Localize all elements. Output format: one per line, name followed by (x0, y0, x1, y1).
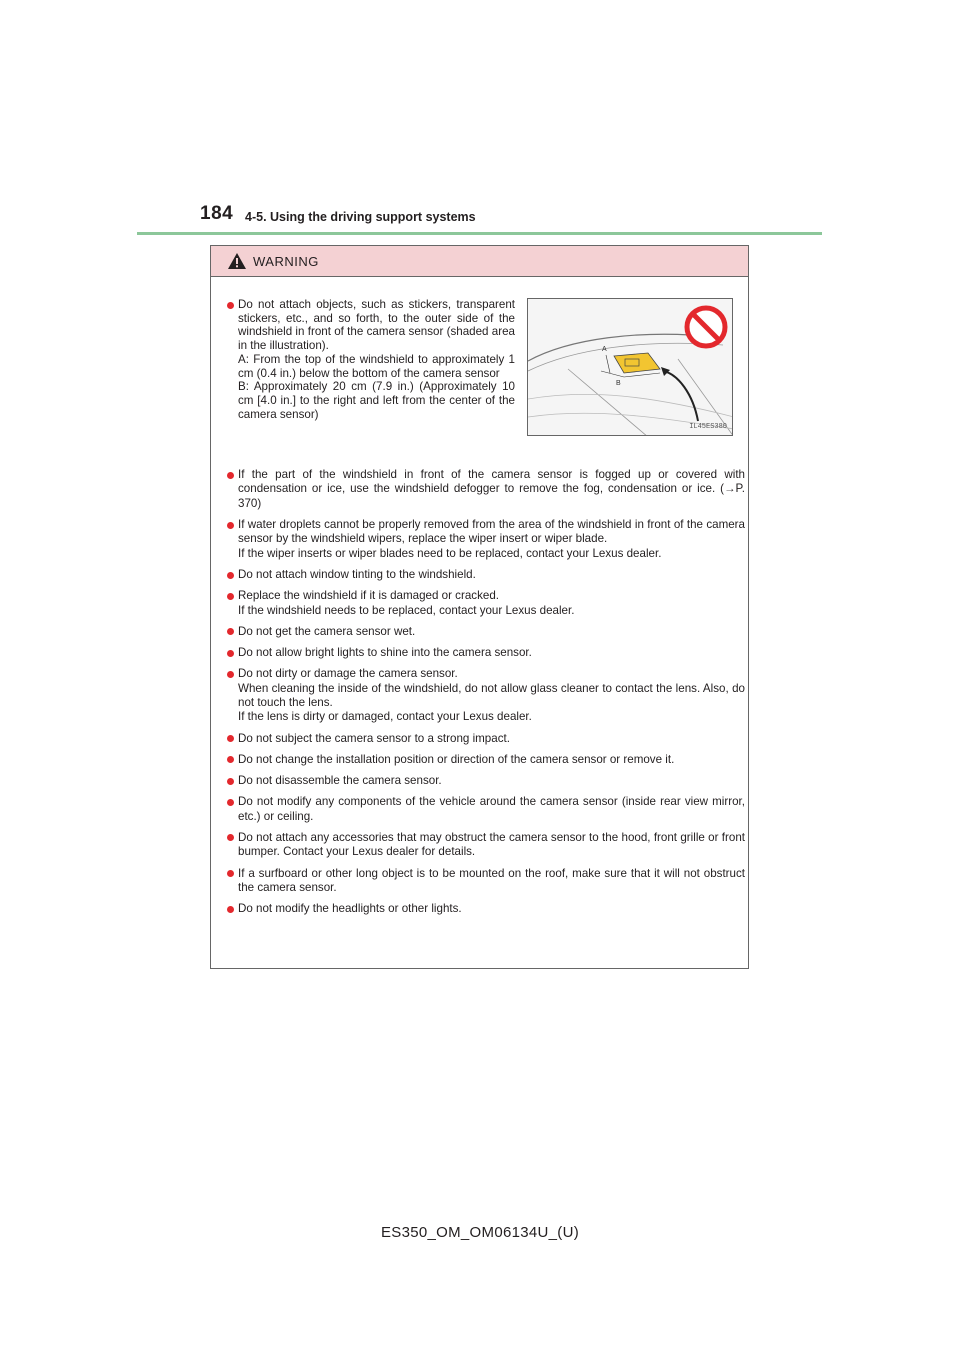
list-item (227, 667, 745, 725)
list-item (227, 568, 745, 582)
warning-first-item (227, 298, 515, 421)
item-line: If water droplets cannot be properly removed from the area of the windshield in front of the camera sensor by the windshield wipers, replace the wiper insert or wiper blade. (238, 518, 745, 546)
list-item (227, 831, 745, 860)
bullet-icon (227, 593, 234, 600)
warning-title: WARNING (253, 253, 319, 269)
bullet-icon (227, 522, 234, 529)
bullet-icon (227, 735, 234, 742)
bullet-icon (227, 799, 234, 806)
item-line: Replace the windshield if it is damaged or cracked. (238, 589, 499, 603)
bullet-icon (227, 302, 234, 309)
item-line: If a surfboard or other long object is to be mounted on the roof, make sure that it will not obstruct the camera sensor. (238, 866, 745, 894)
bullet-icon (227, 650, 234, 657)
item-line: If the windshield needs to be replaced, contact your Lexus dealer. (238, 603, 575, 617)
item-line: Do not attach any accessories that may obstruct the camera sensor to the hood, front grille or front bumper. Contact your Lexus dealer for details. (238, 830, 745, 859)
item-line: Do not attach window tinting to the windshield. (238, 568, 476, 582)
illustration-code: IL45ES380 (689, 423, 727, 431)
list-item (227, 589, 745, 618)
list-item (227, 753, 745, 767)
bullet-icon (227, 671, 234, 678)
page-number: 184 (200, 203, 234, 224)
list-item (227, 468, 745, 511)
item-line: Do not subject the camera sensor to a strong impact. (238, 731, 510, 745)
item-line: A: From the top of the windshield to approximately 1 cm (0.4 in.) below the bottom of the camera sensor (238, 352, 515, 380)
bullet-icon (227, 756, 234, 763)
list-item (227, 518, 745, 561)
item-line: If the part of the windshield in front of the camera sensor is fogged up or covered with condensation or ice, use the windshield defogger to remove the fog, condensation or ice. (→P. 370) (238, 468, 745, 510)
warning-header (211, 246, 748, 277)
list-item (227, 625, 745, 639)
item-line: Do not allow bright lights to shine into the camera sensor. (238, 646, 532, 660)
no-sticker-prohibition-icon (687, 308, 725, 346)
item-line: Do not modify the headlights or other lights. (238, 902, 462, 916)
header-rule (137, 232, 822, 235)
bullet-icon (227, 778, 234, 785)
item-line: If the lens is dirty or damaged, contact your Lexus dealer. (238, 710, 532, 724)
list-item (227, 298, 515, 421)
list-item (227, 774, 745, 788)
warning-box (210, 245, 749, 969)
item-line: Do not get the camera sensor wet. (238, 624, 416, 638)
item-line: When cleaning the inside of the windshield, do not allow glass cleaner to contact the lens. Also, do not touch the lens. (238, 681, 745, 710)
item-line: If the wiper inserts or wiper blades need to be replaced, contact your Lexus dealer. (238, 546, 662, 560)
footer-doc-code: ES350_OM_OM06134U_(U) (380, 1224, 580, 1241)
item-line: Do not dirty or damage the camera sensor. (238, 667, 458, 681)
bullet-icon (227, 628, 234, 635)
bullet-icon (227, 834, 234, 841)
item-line: B: Approximately 20 cm (7.9 in.) (Approximately 10 cm [4.0 in.] to the right and left from the center of the camera sensor) (238, 380, 515, 421)
list-item (227, 795, 745, 824)
bullet-icon (227, 572, 234, 579)
warning-triangle-icon (227, 252, 247, 270)
item-line: Do not attach objects, such as stickers, transparent stickers, etc., and so forth, to the outer side of the windshield in front of the camera sensor (shaded area in the illustration). (238, 298, 515, 353)
windshield-illustration (527, 298, 733, 436)
warning-list (227, 468, 745, 923)
bullet-icon (227, 472, 234, 479)
list-item (227, 902, 745, 916)
label-b: B (616, 380, 621, 387)
windshield-drawing (528, 299, 733, 436)
item-line: Do not change the installation position or direction of the camera sensor or remove it. (238, 752, 675, 766)
list-item (227, 867, 745, 896)
list-item (227, 732, 745, 746)
bullet-icon (227, 870, 234, 877)
bullet-icon (227, 906, 234, 913)
item-line: Do not modify any components of the vehicle around the camera sensor (inside rear view mirror, etc.) or ceiling. (238, 795, 745, 823)
item-line: Do not disassemble the camera sensor. (238, 774, 442, 788)
label-a: A (602, 346, 607, 353)
section-title: 4-5. Using the driving support systems (245, 210, 476, 224)
list-item (227, 646, 745, 660)
